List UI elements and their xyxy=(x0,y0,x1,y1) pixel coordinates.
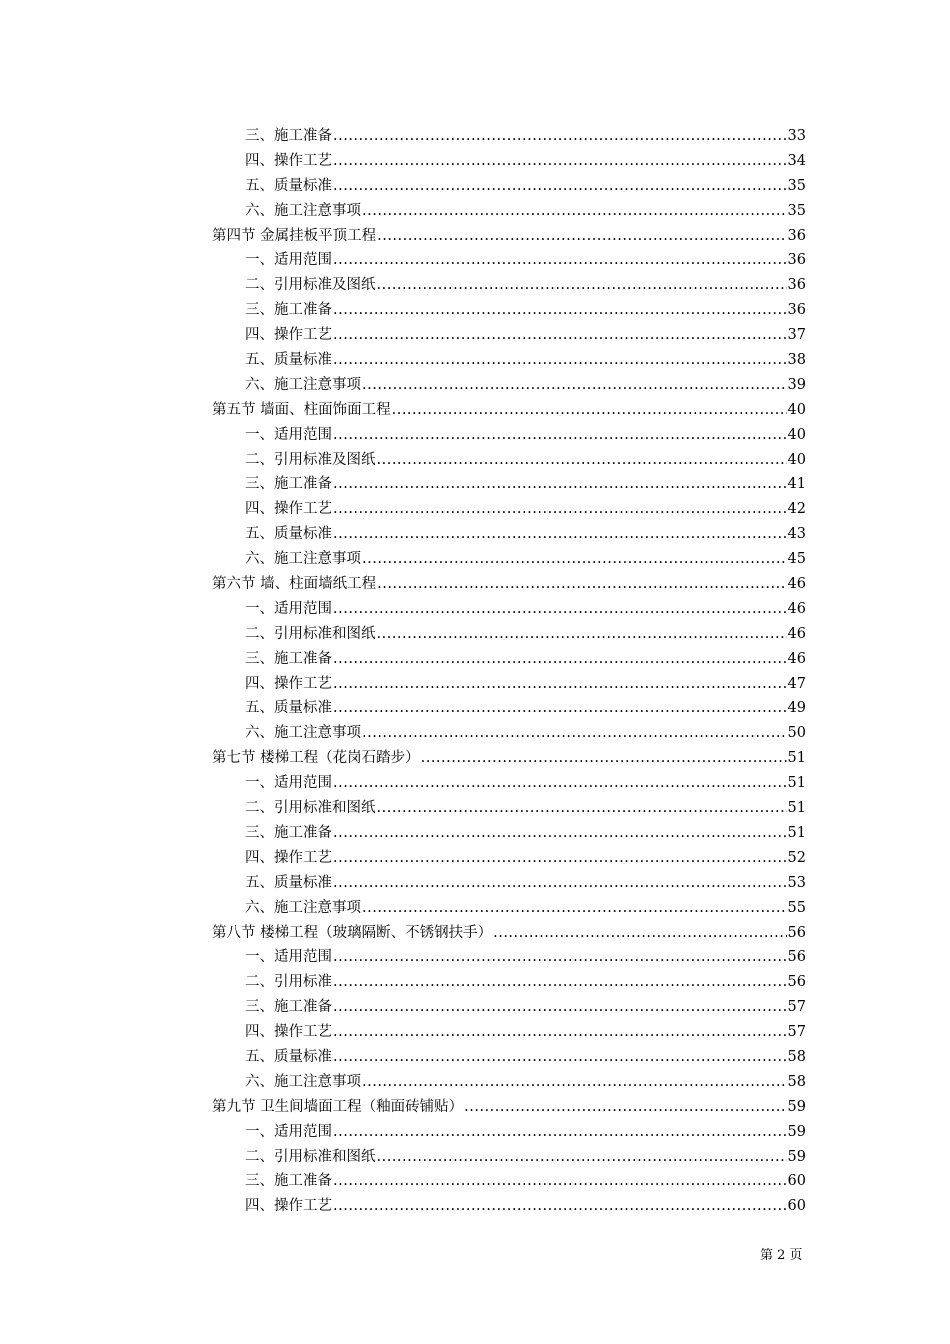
toc-entry-title: 施工注意事项 xyxy=(274,899,361,916)
toc-subsection-entry[interactable] xyxy=(212,423,806,448)
toc-entry-title: 操作工艺 xyxy=(274,1024,332,1041)
toc-entry-number: 五、 xyxy=(245,352,274,369)
toc-page-number: 49 xyxy=(787,700,806,717)
toc-page-number: 59 xyxy=(787,1098,806,1115)
toc-dot-leader xyxy=(362,373,787,398)
toc-section-entry[interactable] xyxy=(212,398,806,423)
toc-page-number: 53 xyxy=(787,874,806,891)
toc-entry-number: 二、 xyxy=(245,974,274,991)
toc-page-number: 42 xyxy=(787,501,806,518)
toc-section-entry[interactable] xyxy=(212,921,806,946)
toc-dot-leader xyxy=(333,647,787,672)
toc-subsection-entry[interactable] xyxy=(212,647,806,672)
toc-page-number: 52 xyxy=(787,849,806,866)
toc-entry-title: 引用标准和图纸 xyxy=(274,1148,376,1165)
toc-subsection-entry[interactable] xyxy=(212,1070,806,1095)
toc-dot-leader xyxy=(333,846,787,871)
toc-dot-leader xyxy=(333,423,787,448)
toc-entry-number: 五、 xyxy=(245,874,274,891)
toc-page-number: 51 xyxy=(787,750,806,767)
toc-subsection-entry[interactable] xyxy=(212,796,806,821)
toc-entry-number: 五、 xyxy=(245,1048,274,1065)
toc-dot-leader xyxy=(333,1045,787,1070)
toc-subsection-entry[interactable] xyxy=(212,373,806,398)
toc-entry-title: 施工注意事项 xyxy=(274,202,361,219)
toc-page-number: 35 xyxy=(787,177,806,194)
toc-subsection-entry[interactable] xyxy=(212,448,806,473)
toc-page-number: 51 xyxy=(787,800,806,817)
toc-subsection-entry[interactable] xyxy=(212,323,806,348)
toc-page-number: 46 xyxy=(787,625,806,642)
toc-entry-number: 二、 xyxy=(245,451,274,468)
toc-subsection-entry[interactable] xyxy=(212,174,806,199)
toc-page-number: 39 xyxy=(787,376,806,393)
toc-page-number: 60 xyxy=(787,1173,806,1190)
toc-entry-number: 四、 xyxy=(245,1024,274,1041)
toc-page-number: 57 xyxy=(787,999,806,1016)
toc-subsection-entry[interactable] xyxy=(212,348,806,373)
toc-entry-number: 六、 xyxy=(245,202,274,219)
toc-page-number: 51 xyxy=(787,775,806,792)
toc-subsection-entry[interactable] xyxy=(212,696,806,721)
toc-page-number: 47 xyxy=(787,675,806,692)
toc-dot-leader xyxy=(333,771,787,796)
toc-dot-leader xyxy=(333,945,787,970)
toc-subsection-entry[interactable] xyxy=(212,1020,806,1045)
toc-entry-title: 质量标准 xyxy=(274,177,332,194)
toc-entry-title: 适用范围 xyxy=(274,252,332,269)
toc-dot-leader xyxy=(392,398,787,423)
toc-dot-leader xyxy=(333,995,787,1020)
toc-dot-leader xyxy=(333,174,787,199)
toc-entry-number: 二、 xyxy=(245,277,274,294)
toc-dot-leader xyxy=(377,622,787,647)
toc-dot-leader xyxy=(362,721,787,746)
toc-page-number: 58 xyxy=(787,1048,806,1065)
toc-dot-leader xyxy=(377,273,787,298)
toc-entry-number: 二、 xyxy=(245,625,274,642)
toc-entry-title: 第八节 楼梯工程（玻璃隔断、不锈钢扶手） xyxy=(212,924,493,941)
toc-dot-leader xyxy=(362,896,787,921)
toc-entry-title: 操作工艺 xyxy=(274,675,332,692)
toc-entry-title: 适用范围 xyxy=(274,775,332,792)
toc-entry-title: 施工注意事项 xyxy=(274,376,361,393)
toc-entry-title: 引用标准及图纸 xyxy=(274,277,376,294)
toc-subsection-entry[interactable] xyxy=(212,821,806,846)
toc-entry-title: 适用范围 xyxy=(274,600,332,617)
toc-subsection-entry[interactable] xyxy=(212,273,806,298)
toc-subsection-entry[interactable] xyxy=(212,622,806,647)
toc-page-number: 40 xyxy=(787,451,806,468)
toc-dot-leader xyxy=(333,871,787,896)
toc-dot-leader xyxy=(377,224,786,249)
toc-dot-leader xyxy=(333,348,787,373)
toc-entry-number: 二、 xyxy=(245,1148,274,1165)
toc-entry-number: 一、 xyxy=(245,426,274,443)
toc-dot-leader xyxy=(333,298,787,323)
toc-entry-number: 三、 xyxy=(245,1173,274,1190)
toc-subsection-entry[interactable] xyxy=(212,1194,806,1219)
toc-page-number: 45 xyxy=(787,551,806,568)
toc-entry-number: 三、 xyxy=(245,302,274,319)
toc-entry-number: 六、 xyxy=(245,725,274,742)
toc-entry-number: 四、 xyxy=(245,152,274,169)
toc-entry-title: 第七节 楼梯工程（花岗石踏步） xyxy=(212,750,420,767)
toc-page-number: 56 xyxy=(787,974,806,991)
toc-entry-title: 施工注意事项 xyxy=(274,551,361,568)
toc-entry-title: 第五节 墙面、柱面饰面工程 xyxy=(212,401,391,418)
toc-page-number: 60 xyxy=(787,1198,806,1215)
toc-dot-leader xyxy=(362,1070,787,1095)
toc-dot-leader xyxy=(333,323,787,348)
toc-section-entry[interactable] xyxy=(212,746,806,771)
toc-entry-title: 施工准备 xyxy=(274,650,332,667)
toc-entry-title: 第九节 卫生间墙面工程（釉面砖铺贴） xyxy=(212,1098,464,1115)
toc-dot-leader xyxy=(362,547,787,572)
toc-entry-number: 二、 xyxy=(245,800,274,817)
toc-subsection-entry[interactable] xyxy=(212,846,806,871)
toc-page-number: 59 xyxy=(787,1148,806,1165)
table-of-contents xyxy=(212,124,806,1219)
toc-entry-title: 操作工艺 xyxy=(274,152,332,169)
toc-entry-number: 三、 xyxy=(245,999,274,1016)
toc-section-entry[interactable] xyxy=(212,1095,806,1120)
toc-subsection-entry[interactable] xyxy=(212,672,806,697)
toc-dot-leader xyxy=(493,921,786,946)
toc-entry-title: 适用范围 xyxy=(274,426,332,443)
toc-page-number: 55 xyxy=(787,899,806,916)
toc-entry-title: 施工注意事项 xyxy=(274,1073,361,1090)
toc-entry-title: 第四节 金属挂板平顶工程 xyxy=(212,227,377,244)
toc-subsection-entry[interactable] xyxy=(212,1045,806,1070)
toc-subsection-entry[interactable] xyxy=(212,597,806,622)
toc-dot-leader xyxy=(333,672,787,697)
toc-entry-number: 四、 xyxy=(245,675,274,692)
toc-subsection-entry[interactable] xyxy=(212,1120,806,1145)
toc-dot-leader xyxy=(362,199,787,224)
toc-subsection-entry[interactable] xyxy=(212,1169,806,1194)
toc-section-entry[interactable] xyxy=(212,224,806,249)
toc-page-number: 37 xyxy=(787,327,806,344)
toc-dot-leader xyxy=(377,572,786,597)
toc-page-number: 56 xyxy=(787,924,806,941)
toc-page-number: 57 xyxy=(787,1024,806,1041)
toc-entry-title: 操作工艺 xyxy=(274,501,332,518)
toc-subsection-entry[interactable] xyxy=(212,1145,806,1170)
toc-dot-leader xyxy=(333,149,787,174)
toc-page-number: 33 xyxy=(787,128,806,144)
toc-entry-title: 质量标准 xyxy=(274,874,332,891)
toc-page-number: 36 xyxy=(787,227,806,244)
toc-dot-leader xyxy=(333,522,787,547)
toc-page-number: 59 xyxy=(787,1123,806,1140)
toc-entry-number: 五、 xyxy=(245,177,274,194)
toc-entry-title: 操作工艺 xyxy=(274,849,332,866)
toc-entry-title: 质量标准 xyxy=(274,352,332,369)
toc-page-number: 46 xyxy=(787,650,806,667)
toc-entry-number: 六、 xyxy=(245,376,274,393)
toc-subsection-entry[interactable] xyxy=(212,149,806,174)
toc-entry-title: 操作工艺 xyxy=(274,1198,332,1215)
toc-subsection-entry[interactable] xyxy=(212,896,806,921)
toc-dot-leader xyxy=(333,597,787,622)
toc-entry-title: 第六节 墙、柱面墙纸工程 xyxy=(212,576,377,593)
toc-entry-title: 操作工艺 xyxy=(274,327,332,344)
toc-entry-number: 一、 xyxy=(245,600,274,617)
toc-entry-title: 质量标准 xyxy=(274,700,332,717)
toc-page-number: 36 xyxy=(787,277,806,294)
toc-entry-title: 施工准备 xyxy=(274,1173,332,1190)
page-footer xyxy=(760,1246,803,1266)
toc-entry-number: 六、 xyxy=(245,1073,274,1090)
toc-entry-title: 引用标准和图纸 xyxy=(274,625,376,642)
toc-subsection-entry[interactable] xyxy=(212,522,806,547)
page-number: 第 2 页 xyxy=(760,1248,803,1263)
toc-subsection-entry[interactable] xyxy=(212,497,806,522)
toc-subsection-entry[interactable] xyxy=(212,199,806,224)
toc-entry-number: 一、 xyxy=(245,1123,274,1140)
toc-dot-leader xyxy=(333,821,787,846)
toc-subsection-entry[interactable] xyxy=(212,771,806,796)
toc-entry-number: 六、 xyxy=(245,551,274,568)
toc-entry-number: 三、 xyxy=(245,128,274,144)
toc-section-entry[interactable] xyxy=(212,572,806,597)
toc-page-number: 36 xyxy=(787,302,806,319)
toc-dot-leader xyxy=(464,1095,786,1120)
toc-dot-leader xyxy=(333,124,787,149)
toc-subsection-entry[interactable] xyxy=(212,945,806,970)
toc-dot-leader xyxy=(333,497,787,522)
toc-entry-title: 施工注意事项 xyxy=(274,725,361,742)
toc-dot-leader xyxy=(333,970,787,995)
toc-entry-title: 施工准备 xyxy=(274,999,332,1016)
toc-entry-title: 引用标准及图纸 xyxy=(274,451,376,468)
toc-page-number: 38 xyxy=(787,352,806,369)
toc-entry-number: 一、 xyxy=(245,775,274,792)
toc-page-number: 50 xyxy=(787,725,806,742)
toc-subsection-entry[interactable] xyxy=(212,970,806,995)
toc-subsection-entry[interactable] xyxy=(212,124,806,149)
toc-page-number: 58 xyxy=(787,1073,806,1090)
toc-page-number: 34 xyxy=(787,152,806,169)
toc-page-number: 36 xyxy=(787,252,806,269)
toc-page-number: 40 xyxy=(787,426,806,443)
toc-entry-number: 六、 xyxy=(245,899,274,916)
toc-entry-title: 施工准备 xyxy=(274,824,332,841)
toc-dot-leader xyxy=(333,248,787,273)
toc-dot-leader xyxy=(333,696,787,721)
toc-entry-title: 适用范围 xyxy=(274,1123,332,1140)
toc-page-number: 56 xyxy=(787,949,806,966)
toc-entry-number: 四、 xyxy=(245,501,274,518)
toc-entry-number: 一、 xyxy=(245,949,274,966)
toc-entry-number: 一、 xyxy=(245,252,274,269)
toc-page-number: 46 xyxy=(787,600,806,617)
toc-entry-title: 适用范围 xyxy=(274,949,332,966)
toc-entry-number: 五、 xyxy=(245,526,274,543)
toc-entry-title: 质量标准 xyxy=(274,526,332,543)
toc-page-number: 46 xyxy=(787,576,806,593)
toc-subsection-entry[interactable] xyxy=(212,721,806,746)
toc-entry-title: 引用标准和图纸 xyxy=(274,800,376,817)
toc-page-number: 41 xyxy=(787,476,806,493)
toc-subsection-entry[interactable] xyxy=(212,472,806,497)
toc-entry-title: 施工准备 xyxy=(274,128,332,144)
toc-entry-title: 质量标准 xyxy=(274,1048,332,1065)
toc-entry-number: 三、 xyxy=(245,476,274,493)
toc-subsection-entry[interactable] xyxy=(212,298,806,323)
toc-dot-leader xyxy=(333,1169,787,1194)
toc-page-number: 40 xyxy=(787,401,806,418)
toc-entry-number: 三、 xyxy=(245,650,274,667)
toc-entry-number: 五、 xyxy=(245,700,274,717)
toc-dot-leader xyxy=(333,1120,787,1145)
toc-subsection-entry[interactable] xyxy=(212,248,806,273)
toc-subsection-entry[interactable] xyxy=(212,547,806,572)
toc-subsection-entry[interactable] xyxy=(212,871,806,896)
toc-dot-leader xyxy=(377,796,787,821)
toc-entry-title: 施工准备 xyxy=(274,302,332,319)
toc-dot-leader xyxy=(333,472,787,497)
toc-entry-number: 四、 xyxy=(245,327,274,344)
toc-dot-leader xyxy=(377,448,787,473)
toc-dot-leader xyxy=(377,1145,787,1170)
toc-page-number: 43 xyxy=(787,526,806,543)
toc-entry-number: 三、 xyxy=(245,824,274,841)
toc-dot-leader xyxy=(333,1194,787,1219)
toc-entry-number: 四、 xyxy=(245,1198,274,1215)
toc-subsection-entry[interactable] xyxy=(212,995,806,1020)
toc-page-number: 51 xyxy=(787,824,806,841)
toc-entry-title: 引用标准 xyxy=(274,974,332,991)
toc-page-number: 35 xyxy=(787,202,806,219)
toc-dot-leader xyxy=(421,746,787,771)
toc-dot-leader xyxy=(333,1020,787,1045)
toc-entry-title: 施工准备 xyxy=(274,476,332,493)
toc-entry-number: 四、 xyxy=(245,849,274,866)
